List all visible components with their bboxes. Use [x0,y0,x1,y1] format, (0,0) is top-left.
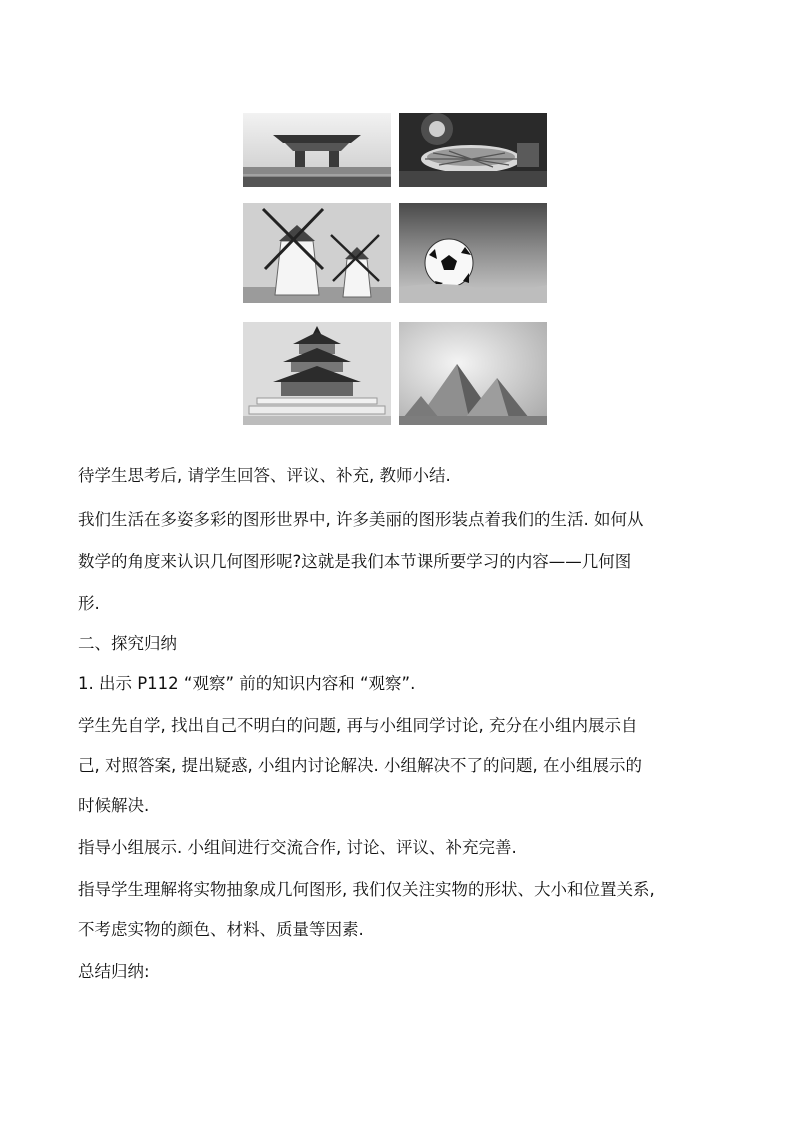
paragraph-line: 形. [78,594,100,613]
paragraph-line: 指导小组展示. 小组间进行交流合作, 讨论、评议、补充完善. [78,838,517,857]
paragraph-line: 学生先自学, 找出自己不明白的问题, 再与小组同学讨论, 充分在小组内展示自 [78,716,638,735]
windmills-photo [243,203,391,303]
birds-nest-stadium-photo [399,113,547,187]
paragraph-line: 我们生活在多姿多彩的图形世界中, 许多美丽的图形装点着我们的生活. 如何从 [78,510,644,529]
temple-of-heaven-photo [243,322,391,425]
photo-grid [243,113,551,425]
paragraph-line: 1. 出示 P112 “观察” 前的知识内容和 “观察”. [78,674,416,693]
paragraph-line: 时候解决. [78,796,150,815]
section-heading: 二、探究归纳 [78,634,177,653]
soccer-ball-photo [399,203,547,303]
paragraph-line: 待学生思考后, 请学生回答、评议、补充, 教师小结. [78,466,451,485]
paragraph-line: 己, 对照答案, 提出疑惑, 小组内讨论解决. 小组解决不了的问题, 在小组展示的 [78,756,642,775]
paragraph-line: 指导学生理解将实物抽象成几何图形, 我们仅关注实物的形状、大小和位置关系, [78,880,655,899]
paragraph-line: 不考虑实物的颜色、材料、质量等因素. [78,920,364,939]
pyramids-photo [399,322,547,425]
paragraph-line: 总结归纳: [78,962,150,981]
paragraph-line: 数学的角度来认识几何图形呢?这就是我们本节课所要学习的内容——几何图 [78,552,632,571]
china-pavilion-photo [243,113,391,187]
